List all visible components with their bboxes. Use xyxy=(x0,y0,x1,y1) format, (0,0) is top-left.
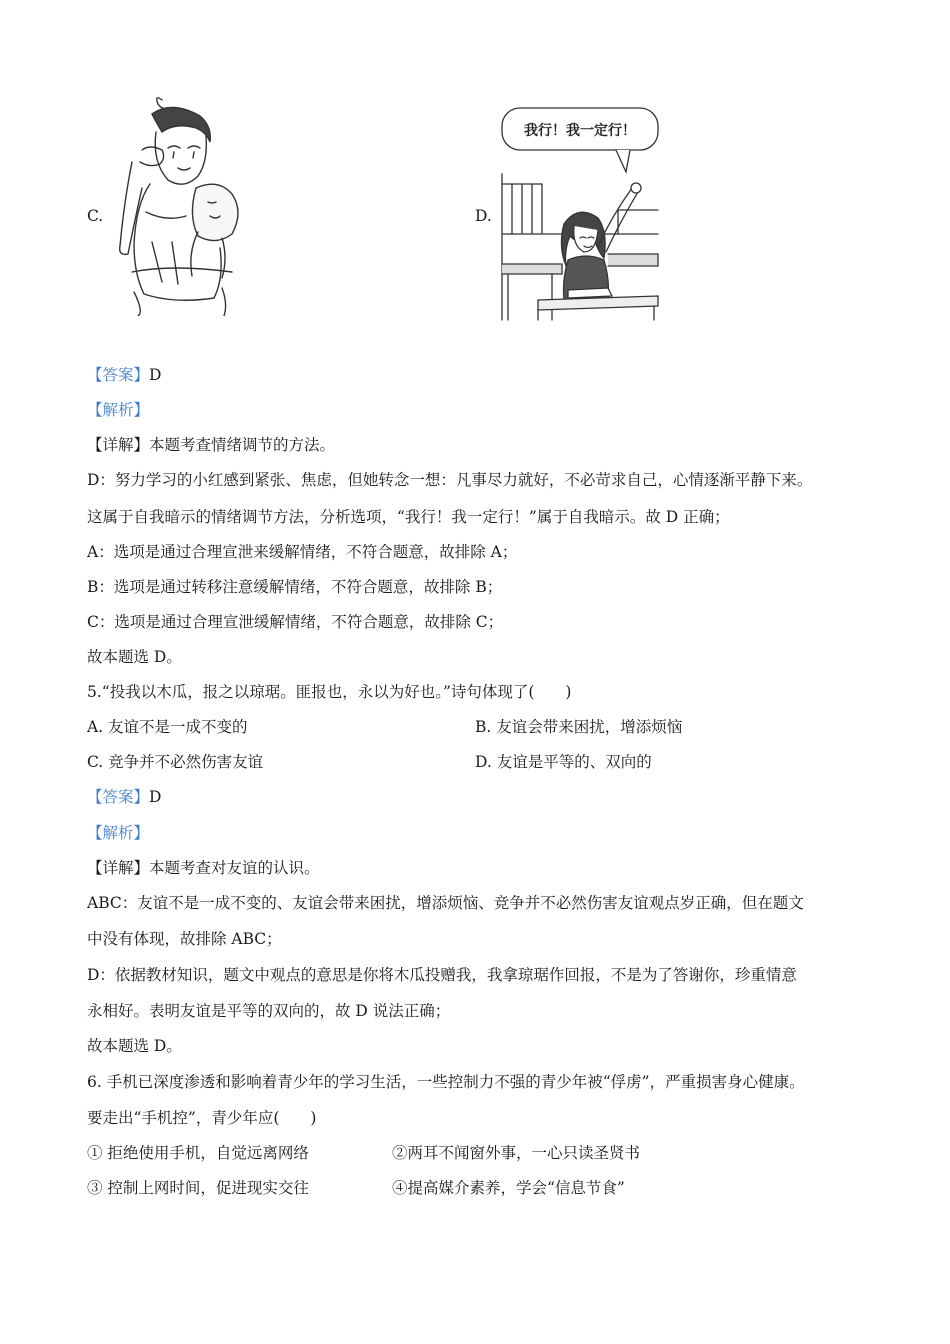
q5-stem: 5.“投我以木瓜，报之以琼琚。匪报也，永以为好也。”诗句体现了( ) xyxy=(87,683,572,701)
q4-analysis-heading xyxy=(87,400,149,420)
q5-option-b: B. 友谊会带来困扰，增添烦恼 xyxy=(475,718,683,736)
q5-option-d: D. 友谊是平等的、双向的 xyxy=(475,753,652,771)
q4-line: 故本题选 D。 xyxy=(87,648,182,666)
q5-line: 故本题选 D。 xyxy=(87,1037,182,1055)
q4-answer xyxy=(87,365,161,385)
q5-line: 永相好。表明友谊是平等的双向的，故 D 说法正确； xyxy=(87,1002,451,1020)
q6-item-1: ① 拒绝使用手机，自觉远离网络 xyxy=(87,1144,309,1162)
q4-line: A：选项是通过合理宣泄来缓解情绪，不符合题意，故排除 A； xyxy=(87,543,518,561)
q5-answer xyxy=(87,787,161,807)
q5-line: D：依据教材知识，题文中观点的意思是你将木瓜投赠我，我拿琼琚作回报，不是为了答谢你，珍重情意 xyxy=(87,966,797,984)
q4-line: D：努力学习的小红感到紧张、焦虑，但她转念一想：凡事尽力就好，不必苛求自己，心情逐渐平静下来。 xyxy=(87,471,813,489)
q6-item-2: ②两耳不闻窗外事，一心只读圣贤书 xyxy=(392,1144,641,1162)
speech-bubble-text: 我行！我一定行！ xyxy=(524,123,636,139)
analysis-tag: 【解析】 xyxy=(87,401,150,419)
detail-tag: 【详解】 xyxy=(87,436,150,454)
detail-intro: 本题考查情绪调节的方法。 xyxy=(149,436,336,454)
confident-student-illustration xyxy=(498,104,662,324)
detail-intro: 本题考查对友谊的认识。 xyxy=(149,859,320,877)
answer-tag: 【答案】 xyxy=(87,366,150,384)
analysis-tag: 【解析】 xyxy=(87,824,150,842)
q5-detail xyxy=(87,858,320,878)
q4-line: 这属于自我暗示的情绪调节方法，分析选项，“我行！我一定行！”属于自我暗示。故 D 正确； xyxy=(87,508,730,526)
figure-c-label: C. xyxy=(87,207,104,225)
q4-line: C：选项是通过合理宣泄缓解情绪，不符合题意，故排除 C； xyxy=(87,613,504,631)
answer-value: D xyxy=(149,788,162,806)
answer-value: D xyxy=(149,366,162,384)
answer-tag: 【答案】 xyxy=(87,788,150,806)
q5-line: 中没有体现，故排除 ABC； xyxy=(87,930,282,948)
crying-mother-illustration xyxy=(112,92,250,316)
q4-line: B：选项是通过转移注意缓解情绪，不符合题意，故排除 B； xyxy=(87,578,503,596)
q6-item-4: ④提高媒介素养，学会“信息节食” xyxy=(392,1179,625,1197)
q4-detail xyxy=(87,435,335,455)
q5-analysis-heading xyxy=(87,823,149,843)
q5-option-c: C. 竞争并不必然伤害友谊 xyxy=(87,753,264,771)
detail-tag: 【详解】 xyxy=(87,859,150,877)
q6-stem-cont: 要走出“手机控”，青少年应( ) xyxy=(87,1109,317,1127)
q5-option-a: A. 友谊不是一成不变的 xyxy=(87,718,248,736)
q6-stem: 6. 手机已深度渗透和影响着青少年的学习生活，一些控制力不强的青少年被“俘虏”，严重损害身心健康。 xyxy=(87,1073,805,1091)
q6-item-3: ③ 控制上网时间，促进现实交往 xyxy=(87,1179,309,1197)
figure-d-label: D. xyxy=(475,207,492,225)
q5-line: ABC：友谊不是一成不变的、友谊会带来困扰，增添烦恼、竞争并不必然伤害友谊观点岁正确，但在题文 xyxy=(87,894,804,912)
